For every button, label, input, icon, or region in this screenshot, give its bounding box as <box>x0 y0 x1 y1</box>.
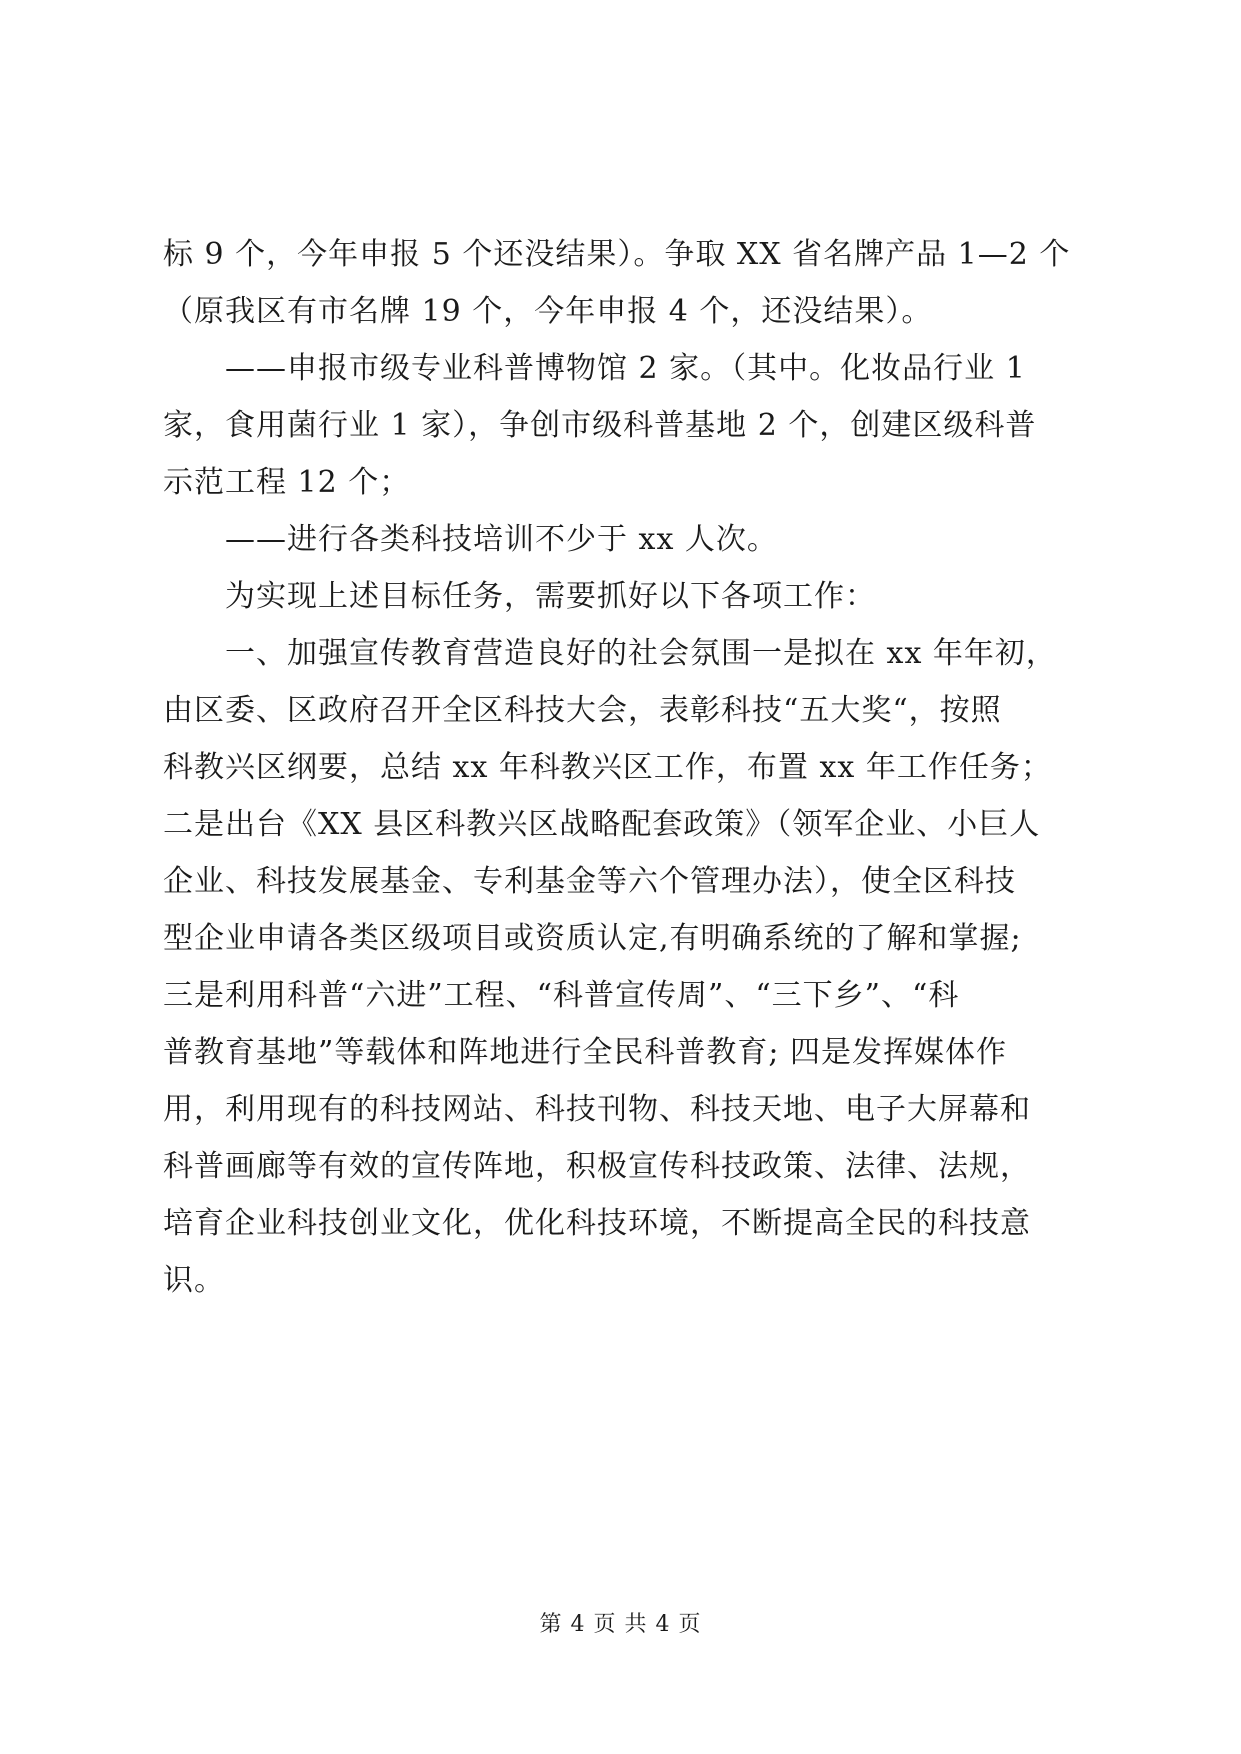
page-number-footer: 第 4 页 共 4 页 <box>539 1612 702 1637</box>
body-text <box>163 226 1083 1309</box>
text-line: 三是利用科普“六进”工程、“科普宣传周”、“三下乡”、“科 <box>163 978 960 1013</box>
text-line: （原我区有市名牌 19 个，今年申报 4 个，还没结果）。 <box>163 294 933 329</box>
text-line: 为实现上述目标任务，需要抓好以下各项工作： <box>163 579 876 614</box>
text-line: 培育企业科技创业文化，优化科技环境，不断提高全民的科技意 <box>163 1206 1031 1241</box>
text-line: 科教兴区纲要，总结 xx 年科教兴区工作，布置 xx 年工作任务； <box>163 750 1052 785</box>
text-line: 一、加强宣传教育营造良好的社会氛围一是拟在 xx 年年初， <box>163 636 1057 671</box>
text-line: ——进行各类科技培训不少于 xx 人次。 <box>163 522 778 557</box>
text-line: 标 9 个，今年申报 5 个还没结果）。争取 XX 省名牌产品 1—2 个 <box>163 237 1071 272</box>
text-line: 示范工程 12 个； <box>163 465 411 500</box>
text-line: 家，食用菌行业 1 家），争创市级科普基地 2 个，创建区级科普 <box>163 408 1037 443</box>
text-line: 企业、科技发展基金、专利基金等六个管理办法），使全区科技 <box>163 864 1016 899</box>
text-line: 型企业申请各类区级项目或资质认定,有明确系统的了解和掌握; <box>163 921 1022 956</box>
text-line: 识。 <box>163 1263 225 1298</box>
text-line: 普教育基地”等载体和阵地进行全民科普教育; 四是发挥媒体作 <box>163 1035 1007 1070</box>
text-line: 二是出台《XX 县区科教兴区战略配套政策》（领军企业、小巨人 <box>163 807 1041 842</box>
text-line: 科普画廊等有效的宣传阵地，积极宣传科技政策、法律、法规， <box>163 1149 1031 1184</box>
text-line: 用，利用现有的科技网站、科技刊物、科技天地、电子大屏幕和 <box>163 1092 1031 1127</box>
text-line: 由区委、区政府召开全区科技大会，表彰科技“五大奖“，按照 <box>163 693 1002 728</box>
text-line: ——申报市级专业科普博物馆 2 家。（其中。化妆品行业 1 <box>163 351 1026 386</box>
